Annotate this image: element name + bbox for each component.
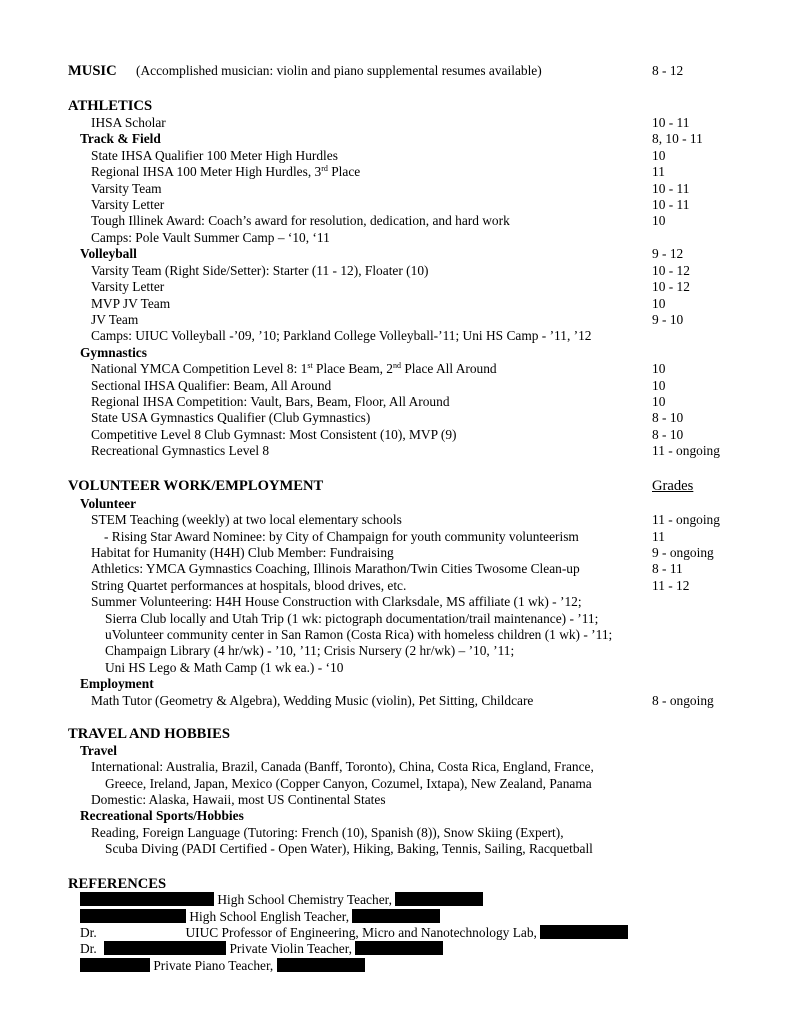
track-grade: 8, 10 - 11 xyxy=(652,131,703,146)
gymnastics-item: National YMCA Competition Level 8: 1st Place Beam, 2nd Place All Around xyxy=(91,361,497,376)
volleyball-item-grade: 10 - 12 xyxy=(652,279,690,294)
music-description: (Accomplished musician: violin and piano supplemental resumes available) xyxy=(136,63,542,78)
travel-international: International: Australia, Brazil, Canada (Banff, Toronto), China, Costa Rica, England, France, xyxy=(91,759,594,774)
redaction-block xyxy=(277,958,365,972)
volleyball-item-grade: 9 - 10 xyxy=(652,312,684,327)
references-heading: REFERENCES xyxy=(68,876,167,892)
gymnastics-heading: Gymnastics xyxy=(80,345,147,360)
volleyball-item: JV Team xyxy=(91,312,139,327)
gymnastics-item-grade: 8 - 10 xyxy=(652,427,684,442)
track-heading: Track & Field xyxy=(80,131,161,146)
gymnastics-item: Recreational Gymnastics Level 8 xyxy=(91,443,270,458)
volunteer-item-grade: 11 xyxy=(652,529,665,544)
volleyball-item: MVP JV Team xyxy=(91,296,171,311)
travel-heading: TRAVEL AND HOBBIES xyxy=(68,726,230,742)
gymnastics-item-grade: 11 - ongoing xyxy=(652,443,720,458)
grades-column-label: Grades xyxy=(652,478,694,494)
reference-prefix: Dr. xyxy=(80,941,97,956)
track-item-grade: 11 xyxy=(652,164,665,179)
redaction-block xyxy=(80,892,214,906)
travel-domestic: Domestic: Alaska, Hawaii, most US Continental States xyxy=(91,792,386,807)
reference-entry xyxy=(80,892,483,908)
track-item: State IHSA Qualifier 100 Meter High Hurdles xyxy=(91,148,338,163)
redaction-block xyxy=(540,925,628,939)
reference-text: High School Chemistry Teacher, xyxy=(217,892,392,907)
athletics-heading: ATHLETICS xyxy=(68,98,153,114)
track-item: Tough Illinek Award: Coach’s award for resolution, dedication, and hard work xyxy=(91,213,510,228)
volunteer-item: - Rising Star Award Nominee: by City of Champaign for youth community volunteerism xyxy=(104,529,579,544)
reference-entry xyxy=(80,909,440,925)
reference-entry xyxy=(80,941,443,957)
redaction-block xyxy=(80,909,186,923)
track-item: Camps: Pole Vault Summer Camp – ‘10, ‘11 xyxy=(91,230,330,245)
volleyball-item-grade: 10 xyxy=(652,296,666,311)
volleyball-item-grade: 10 - 12 xyxy=(652,263,690,278)
gymnastics-item-grade: 8 - 10 xyxy=(652,410,684,425)
gymnastics-item: Regional IHSA Competition: Vault, Bars, Beam, Floor, All Around xyxy=(91,394,450,409)
track-item-grade: 10 xyxy=(652,148,666,163)
redaction-block xyxy=(355,941,443,955)
gymnastics-item-grade: 10 xyxy=(652,361,666,376)
volunteer-item-grade: 8 - 11 xyxy=(652,561,683,576)
reference-text: UIUC Professor of Engineering, Micro and Nanotechnology Lab, xyxy=(185,925,537,940)
hobbies-subheading: Recreational Sports/Hobbies xyxy=(80,808,244,823)
summer-volunteering-line: Champaign Library (4 hr/wk) - ’10, ’11; Crisis Nursery (2 hr/wk) – ’10, ’11; xyxy=(105,643,515,658)
volleyball-item: Camps: UIUC Volleyball -’09, ’10; Parkland College Volleyball-’11; Uni HS Camp - ’11, ’12 xyxy=(91,328,592,343)
redaction-block xyxy=(352,909,440,923)
volleyball-item: Varsity Letter xyxy=(91,279,165,294)
music-heading: MUSIC xyxy=(68,63,117,79)
employment-item-grade: 8 - ongoing xyxy=(652,693,714,708)
track-item-grade: 10 xyxy=(652,213,666,228)
ihsa-scholar-grade: 10 - 11 xyxy=(652,115,690,130)
redaction-block xyxy=(104,941,226,955)
volunteer-item-grade: 9 - ongoing xyxy=(652,545,714,560)
reference-entry xyxy=(80,958,365,974)
summer-volunteering-line: uVolunteer community center in San Ramon (Costa Rica) with homeless children (1 wk) - ’11; xyxy=(105,627,613,642)
volleyball-heading: Volleyball xyxy=(80,246,137,261)
volunteer-item-grade: 11 - ongoing xyxy=(652,512,720,527)
travel-international-cont: Greece, Ireland, Japan, Mexico (Copper Canyon, Cozumel, Ixtapa), New Zealand, Panama xyxy=(105,776,592,791)
reference-entry xyxy=(80,925,628,941)
gymnastics-item-grade: 10 xyxy=(652,378,666,393)
gymnastics-item-grade: 10 xyxy=(652,394,666,409)
volunteer-item: STEM Teaching (weekly) at two local elementary schools xyxy=(91,512,402,527)
summer-volunteering-line: Uni HS Lego & Math Camp (1 wk ea.) - ‘10 xyxy=(105,660,344,675)
employment-subheading: Employment xyxy=(80,676,154,691)
music-grade: 8 - 12 xyxy=(652,63,684,78)
volunteer-item: Habitat for Humanity (H4H) Club Member: Fundraising xyxy=(91,545,394,560)
ihsa-scholar: IHSA Scholar xyxy=(91,115,166,130)
summer-volunteering-line: Sierra Club locally and Utah Trip (1 wk: pictograph documentation/trail maintenance) - ’11; xyxy=(105,611,599,626)
track-item-grade: 10 - 11 xyxy=(652,181,690,196)
track-item: Varsity Team xyxy=(91,181,162,196)
travel-subheading: Travel xyxy=(80,743,117,758)
redaction-block xyxy=(395,892,483,906)
summer-volunteering-line: Summer Volunteering: H4H House Construction with Clarksdale, MS affiliate (1 wk) - ’12; xyxy=(91,594,582,609)
volunteer-heading: VOLUNTEER WORK/EMPLOYMENT xyxy=(68,478,324,494)
redaction-block xyxy=(80,958,150,972)
hobbies-line: Reading, Foreign Language (Tutoring: French (10), Spanish (8)), Snow Skiing (Expert), xyxy=(91,825,564,840)
reference-prefix: Dr. xyxy=(80,925,97,940)
reference-text: Private Piano Teacher, xyxy=(153,958,274,973)
reference-text: Private Violin Teacher, xyxy=(229,941,353,956)
volleyball-grade: 9 - 12 xyxy=(652,246,684,261)
employment-item: Math Tutor (Geometry & Algebra), Wedding Music (violin), Pet Sitting, Childcare xyxy=(91,693,534,708)
track-item: Regional IHSA 100 Meter High Hurdles, 3rd Place xyxy=(91,164,361,179)
hobbies-line: Scuba Diving (PADI Certified - Open Water), Hiking, Baking, Tennis, Sailing, Racquetball xyxy=(105,841,593,856)
gymnastics-item: Competitive Level 8 Club Gymnast: Most Consistent (10), MVP (9) xyxy=(91,427,457,442)
volunteer-item-grade: 11 - 12 xyxy=(652,578,690,593)
track-item: Varsity Letter xyxy=(91,197,165,212)
track-item-grade: 10 - 11 xyxy=(652,197,690,212)
volleyball-item: Varsity Team (Right Side/Setter): Starter (11 - 12), Floater (10) xyxy=(91,263,429,278)
volunteer-item: Athletics: YMCA Gymnastics Coaching, Illinois Marathon/Twin Cities Twosome Clean-up xyxy=(91,561,580,576)
volunteer-item: String Quartet performances at hospitals, blood drives, etc. xyxy=(91,578,407,593)
gymnastics-item: Sectional IHSA Qualifier: Beam, All Around xyxy=(91,378,332,393)
gymnastics-item: State USA Gymnastics Qualifier (Club Gymnastics) xyxy=(91,410,371,425)
reference-text: High School English Teacher, xyxy=(189,909,350,924)
volunteer-subheading: Volunteer xyxy=(80,496,137,511)
